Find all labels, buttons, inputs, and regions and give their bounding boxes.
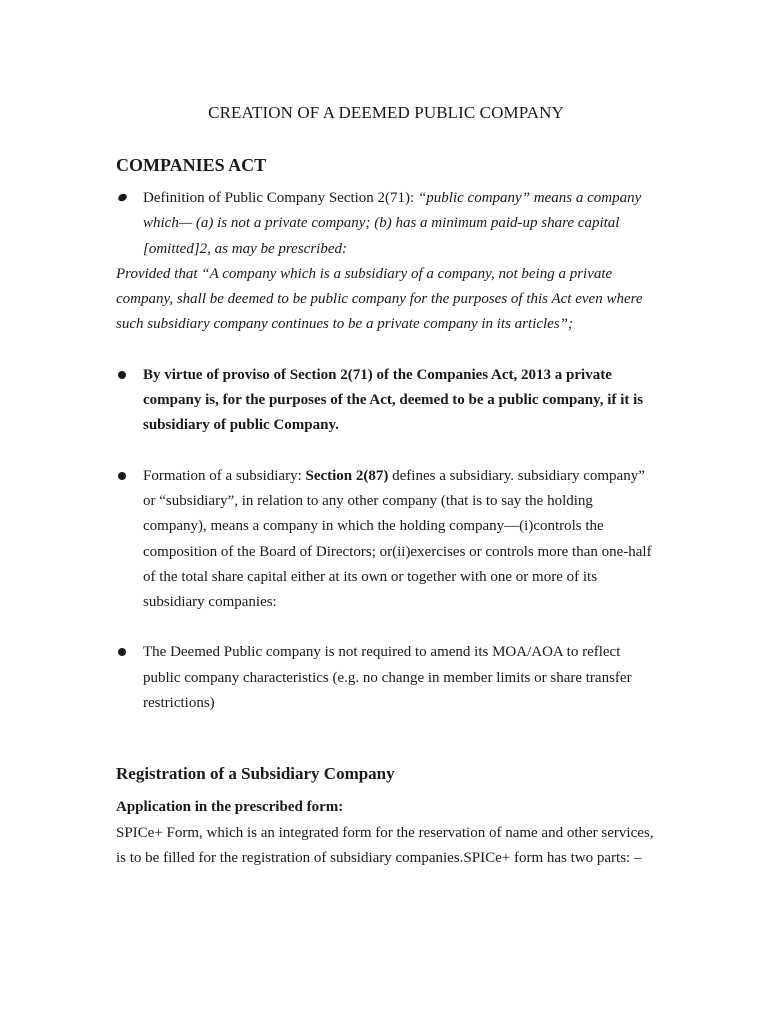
bullet-icon — [117, 192, 128, 203]
bullet-definition — [116, 186, 656, 262]
bullet-deemed — [116, 363, 656, 439]
bullet-definition-lead: Definition of Public Company Section 2(71): — [143, 190, 418, 206]
bullet-deemed-text: By virtue of proviso of Section 2(71) of the Companies Act, 2013 a private company is, for the purposes of the Act, deemed to be a public company, if it is subsidiary of public Company. — [143, 366, 644, 434]
bullet-subsidiary-lead: Formation of a subsidiary: — [143, 467, 306, 484]
bullet-moa-aoa — [116, 640, 656, 716]
registration-heading: Registration of a Subsidiary Company — [116, 764, 395, 784]
bullet-definition-quote: “public company” means a company which— (a) is not a private company; (b) has a minimum paid-up share capital [omitted]2, as may be prescribed: — [143, 190, 642, 257]
bullet-icon — [118, 648, 126, 656]
bullet-icon — [118, 472, 126, 480]
bullet-subsidiary-section: Section 2(87) — [305, 467, 389, 484]
bullet-icon — [118, 371, 126, 379]
application-heading: Application in the prescribed form: — [116, 799, 344, 816]
bullet-subsidiary-rest: defines a subsidiary. subsidiary company” or “subsidiary”, in relation to any other company (that is to say the holding company), means a company in which the holding company—(i)controls the composition of the Board of Directors; or(ii)exercises or controls more than one-half of the total share capital either at its own or together with one or more of its subsidiary companies: — [143, 467, 652, 611]
section-heading: COMPANIES ACT — [116, 155, 267, 175]
proviso-paragraph: Provided that “A company which is a subsidiary of a company, not being a private company, shall be deemed to be public company for the purposes of this Act even where such subsidiary company continues to be a private company in its articles”; — [116, 265, 643, 333]
document-page — [116, 100, 656, 871]
bullet-subsidiary — [116, 464, 656, 616]
application-paragraph: SPICe+ Form, which is an integrated form for the reservation of name and other services, is to be filled for the registration of subsidiary companies.SPICe+ form has two parts: – — [116, 824, 654, 866]
bullet-moa-aoa-text: The Deemed Public company is not required to amend its MOA/AOA to reflect public company characteristics (e.g. no change in member limits or share transfer restrictions) — [143, 644, 632, 712]
document-title: CREATION OF A DEEMED PUBLIC COMPANY — [208, 103, 564, 122]
